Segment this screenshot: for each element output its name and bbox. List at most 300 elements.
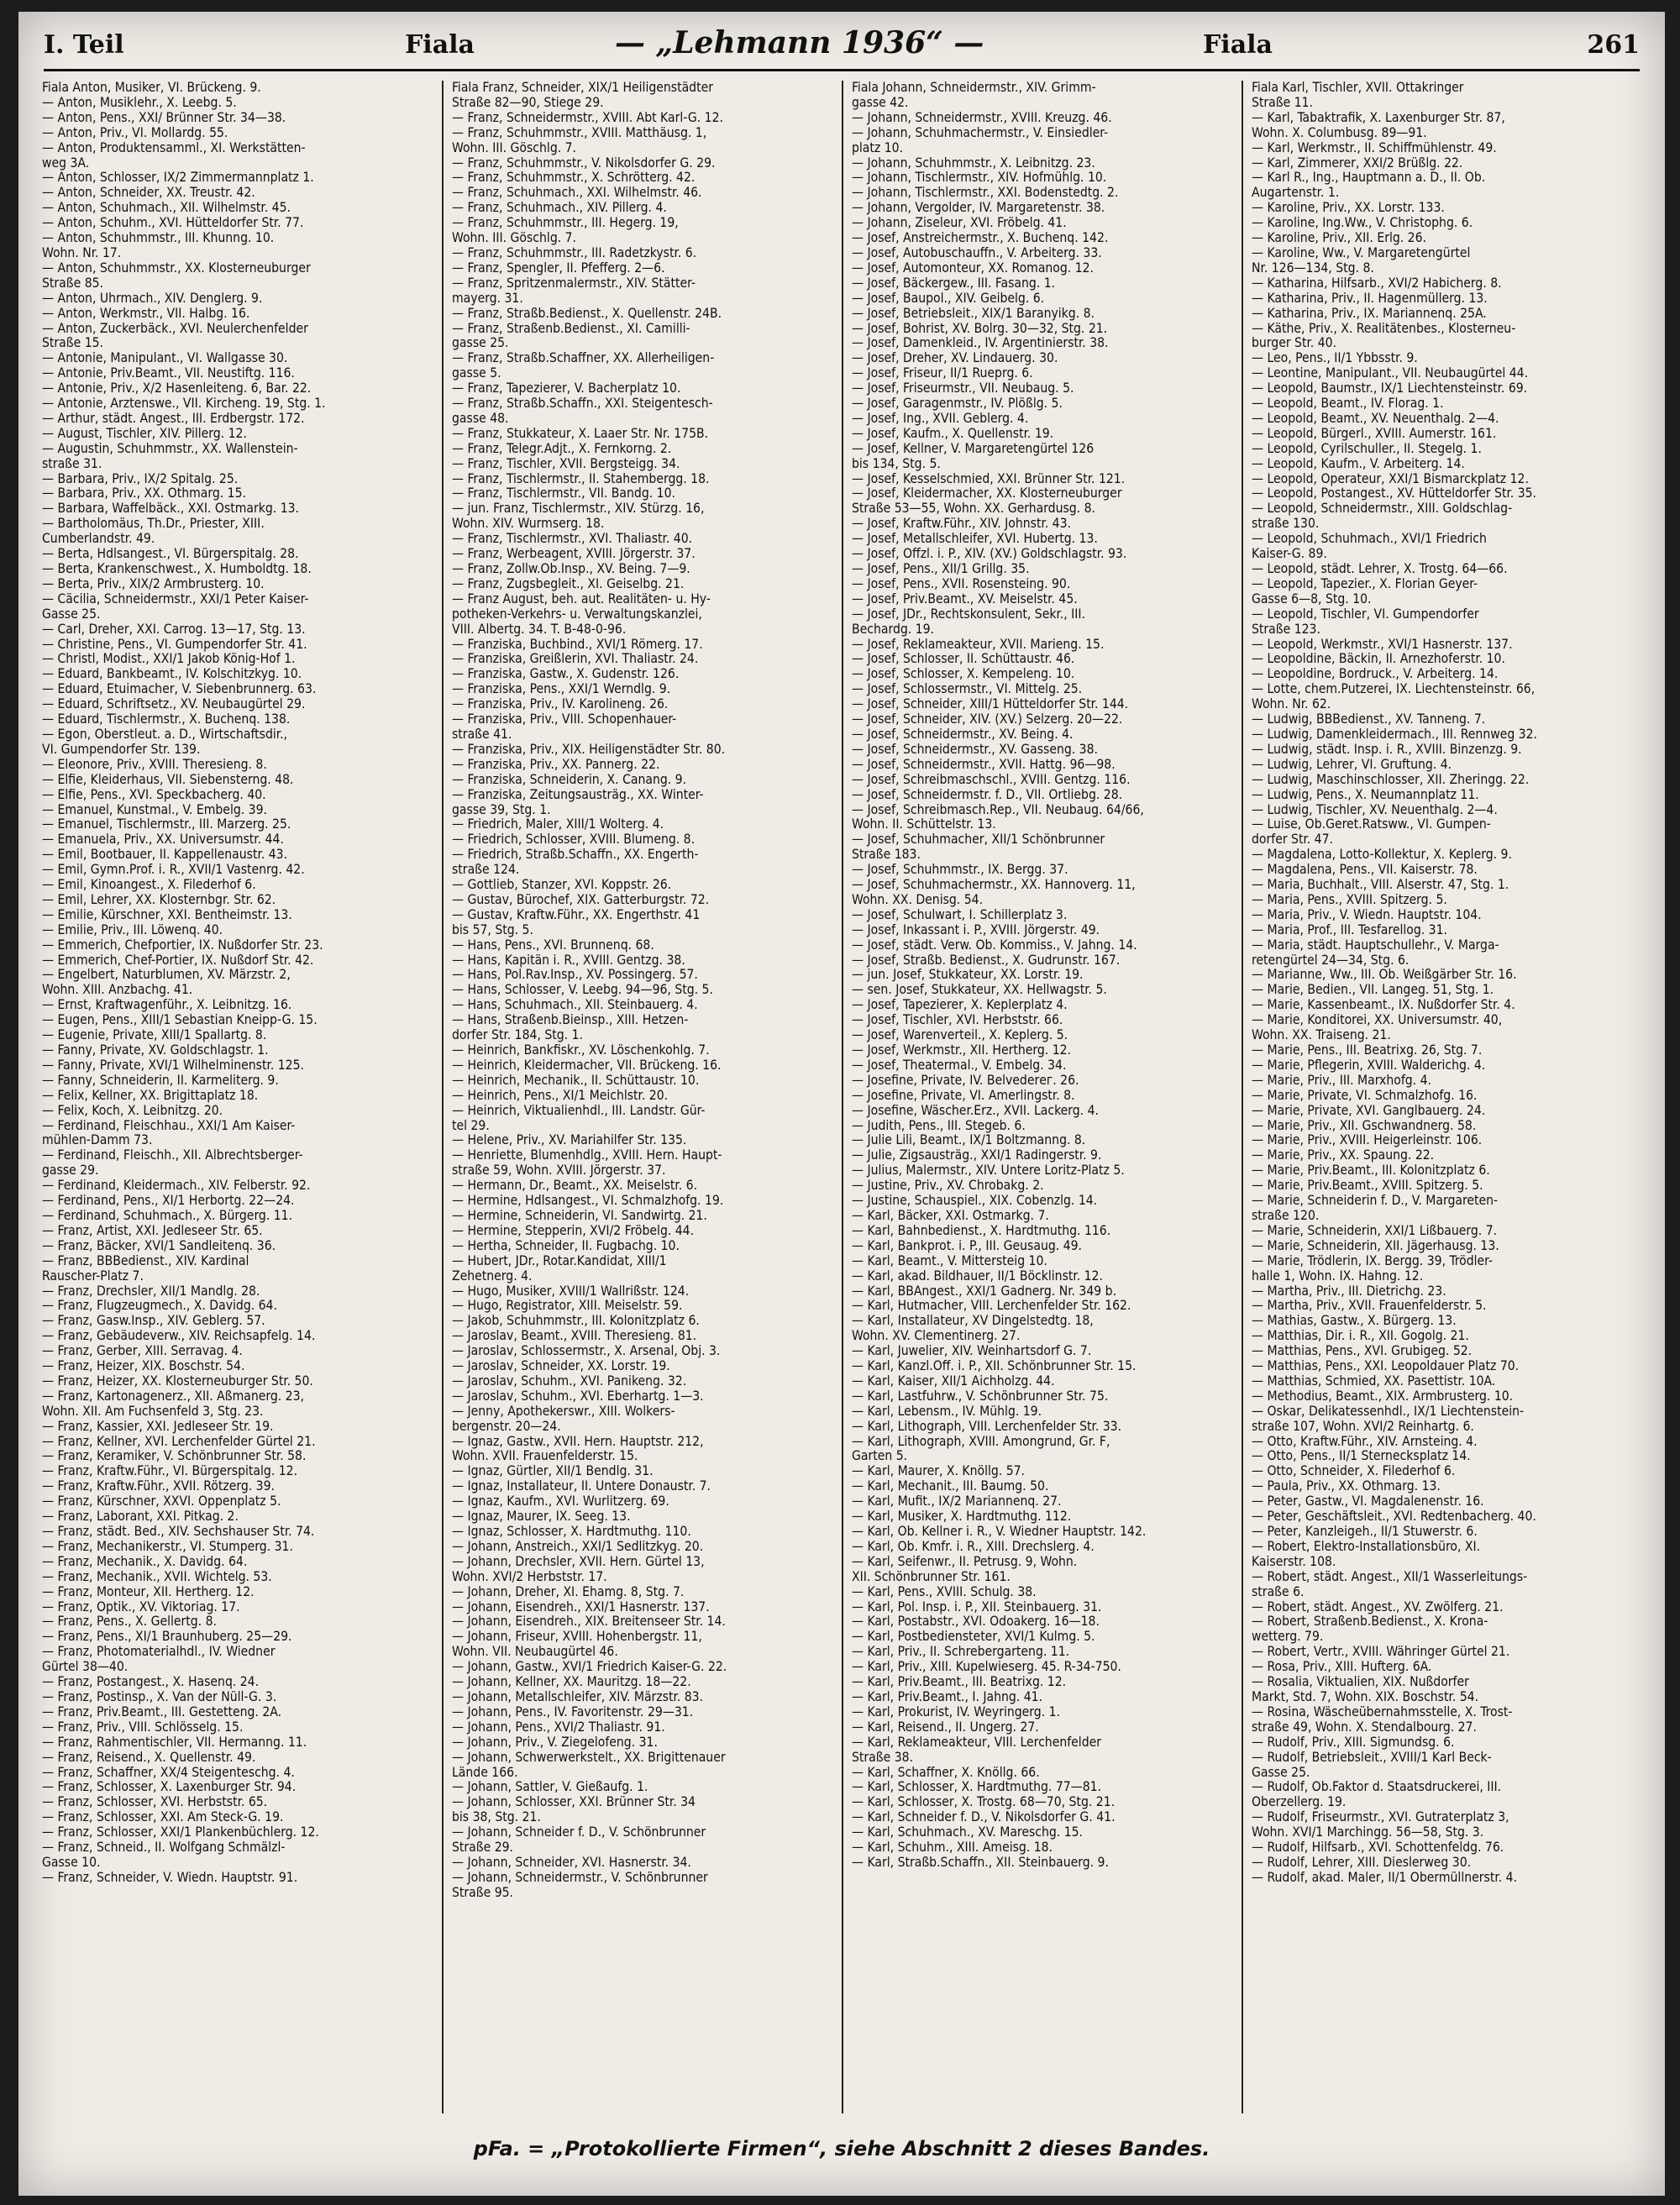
directory-entry-line: — Karl, BBAngest., XXI/1 Gadnerg. Nr. 349 b. bbox=[852, 1284, 1117, 1299]
directory-entry-line: — Rudolf, Ob.Faktor d. Staatsdruckerei, III. bbox=[1252, 1780, 1502, 1795]
directory-entry-line: — Josef, Schulwart, I. Schillerplatz 3. bbox=[852, 907, 1068, 922]
directory-entry-line: bergenstr. 20—24. bbox=[452, 1419, 561, 1434]
directory-entry-line: Kaiser-G. 89. bbox=[1252, 547, 1327, 562]
directory-entry-line: — Johann, Tischlermstr., XXI. Bodenstedtg. 2. bbox=[852, 186, 1119, 201]
directory-entry-line: — Berta, Priv., XIX/2 Armbrusterg. 10. bbox=[42, 576, 265, 591]
directory-entry-line: — Franz, Schuhmmstr., XVIII. Matthäusg. 1, bbox=[452, 125, 707, 140]
directory-entry-line: — Franz, Schuhmmstr., X. Schrötterg. 42. bbox=[452, 171, 696, 186]
directory-entry-line: — Josef, Schlosser, II. Schüttaustr. 46. bbox=[852, 652, 1075, 667]
directory-entry-line: — Franz, Spengler, II. Pfefferg. 2—6. bbox=[452, 260, 665, 276]
directory-entry-line: — Marie, Schneiderin, XXI/1 Lißbauerg. 7. bbox=[1252, 1223, 1498, 1238]
directory-entry-line: — Heinrich, Kleidermacher, VII. Brückeng. 16. bbox=[452, 1058, 722, 1073]
directory-entry-line: — Rudolf, Hilfsarb., XVI. Schottenfeldg. 76. bbox=[1252, 1840, 1504, 1856]
directory-entry-line: — Fanny, Private, XVI/1 Wilhelminenstr. 125. bbox=[42, 1058, 304, 1073]
directory-entry-line: — Franz, Schaffner, XX/4 Steigenteschg. 4. bbox=[42, 1765, 295, 1780]
directory-entry-line: — Rudolf, akad. Maler, II/1 Obermüllnerstr. 4. bbox=[1252, 1870, 1517, 1885]
directory-entry-line: — Marie, Priv.Beamt., XVIII. Spitzerg. 5. bbox=[1252, 1179, 1483, 1194]
entry-columns bbox=[42, 81, 1641, 2113]
directory-entry-line: — Franz, Zugsbegleit., XI. Geiselbg. 21. bbox=[452, 576, 685, 591]
directory-entry-line: Gasse 25. bbox=[1252, 1765, 1310, 1780]
directory-entry-line: — Franz, Telegr.Adjt., X. Fernkorng. 2. bbox=[452, 441, 672, 456]
directory-entry-line: — Otto, Schneider, X. Filederhof 6. bbox=[1252, 1464, 1456, 1479]
directory-entry-line: — Emanuel, Kunstmal., V. Embelg. 39. bbox=[42, 802, 267, 817]
directory-entry-line: — Karl, Bahnbedienst., X. Hardtmuthg. 116. bbox=[852, 1223, 1111, 1238]
directory-entry-line: — Robert, städt. Angest., XV. Zwölferg. 21. bbox=[1252, 1599, 1504, 1614]
directory-entry-line: — Karl, Schneider f. D., V. Nikolsdorfer G. 41. bbox=[852, 1810, 1116, 1825]
directory-entry-line: Wohn. XVI/2 Herbststr. 17. bbox=[452, 1569, 607, 1584]
directory-entry-line: — Franziska, Pens., XXI/1 Werndlg. 9. bbox=[452, 682, 671, 697]
directory-entry-line: — Heinrich, Bankfiskr., XV. Löschenkohlg. 7. bbox=[452, 1043, 710, 1058]
directory-entry-line: — Franz, Mechanik., XVII. Wichtelg. 53. bbox=[42, 1569, 272, 1584]
directory-entry-line: — Karl, Mufit., IX/2 Mariannenq. 27. bbox=[852, 1494, 1062, 1509]
directory-entry-line: — Franz, Optik., XV. Viktoriag. 17. bbox=[42, 1599, 240, 1614]
directory-entry-line: — Jaroslav, Schuhm., XVI. Panikeng. 32. bbox=[452, 1373, 687, 1389]
directory-entry-line: — Marie, Priv., XX. Spaung. 22. bbox=[1252, 1148, 1435, 1163]
directory-entry-line: — Hermann, Dr., Beamt., XX. Meiselstr. 6. bbox=[452, 1179, 698, 1194]
directory-entry-line: — Hans, Straßenb.Bieinsp., XIII. Hetzen- bbox=[452, 1013, 689, 1028]
directory-entry-line: — Jakob, Schuhmmstr., III. Kolonitzplatz 6. bbox=[452, 1314, 700, 1329]
directory-entry-line: — Karl, Lebensm., IV. Mühlg. 19. bbox=[852, 1404, 1042, 1419]
directory-entry-line: straße 130. bbox=[1252, 517, 1320, 532]
column-2 bbox=[442, 81, 842, 2113]
directory-entry-line: — Eduard, Tischlermstr., X. Buchenq. 138. bbox=[42, 712, 291, 727]
directory-entry-line: — Franz, Schuhmach., XIV. Pillerg. 4. bbox=[452, 201, 667, 216]
directory-entry-line: — Matthias, Pens., XVI. Grubigeg. 52. bbox=[1252, 1344, 1473, 1359]
directory-entry-line: — Franz, Schlosser, XXI/1 Plankenbüchlerg. 12. bbox=[42, 1825, 319, 1840]
directory-entry-line: — Justine, Schauspiel., XIX. Cobenzlg. 14. bbox=[852, 1194, 1098, 1209]
directory-entry-line: wetterg. 79. bbox=[1252, 1630, 1324, 1645]
directory-entry-line: — Heinrich, Pens., XI/1 Meichlstr. 20. bbox=[452, 1088, 669, 1103]
directory-entry-line: gasse 39, Stg. 1. bbox=[452, 802, 551, 817]
directory-entry-line: — Ludwig, Pens., X. Neumannplatz 11. bbox=[1252, 787, 1479, 802]
directory-entry-line: — Christine, Pens., VI. Gumpendorfer Str. 41. bbox=[42, 637, 307, 652]
directory-entry-line: mühlen-Damm 73. bbox=[42, 1133, 153, 1148]
directory-entry-line: — Ignaz, Schlosser, X. Hardtmuthg. 110. bbox=[452, 1525, 691, 1539]
directory-entry-line: — Emilie, Kürschner, XXI. Bentheimstr. 13. bbox=[42, 907, 292, 922]
page-number: 261 bbox=[1587, 30, 1640, 60]
directory-entry-line: — Katharina, Priv., II. Hagenmüllerg. 13. bbox=[1252, 291, 1488, 306]
directory-entry-line: — Rudolf, Betriebsleit., XVIII/1 Karl Beck- bbox=[1252, 1750, 1492, 1765]
directory-entry-line: retengürtel 24—34, Stg. 6. bbox=[1252, 953, 1410, 968]
directory-entry-line: — Josef, Schneidermstr., XV. Gasseng. 38. bbox=[852, 742, 1098, 757]
directory-entry-line: — Emilie, Priv., III. Löwenq. 40. bbox=[42, 922, 223, 937]
directory-entry-line: — Franz, Laborant, XXI. Pitkag. 2. bbox=[42, 1509, 239, 1525]
directory-entry-line: — Matthias, Schmied, XX. Pasettistr. 10A. bbox=[1252, 1373, 1496, 1389]
directory-entry-line: — Franz, Kraftw.Führ., XVII. Rötzerg. 39. bbox=[42, 1479, 275, 1494]
directory-entry-line: — Leopold, Bürgerl., XVIII. Aumerstr. 161. bbox=[1252, 426, 1497, 441]
directory-entry-line: Straße 53—55, Wohn. XX. Gerhardusg. 8. bbox=[852, 501, 1095, 517]
directory-entry-line: — Franz, Tapezierer, V. Bacherplatz 10. bbox=[452, 381, 681, 396]
directory-entry-line: — Franz, Postangest., X. Hasenq. 24. bbox=[42, 1675, 260, 1690]
directory-entry-line: — Heinrich, Viktualienhdl., III. Landstr. Gür- bbox=[452, 1103, 706, 1118]
directory-entry-line: — Karl, Musiker, X. Hardtmuthg. 112. bbox=[852, 1509, 1072, 1525]
directory-entry-line: — Hermine, Hdlsangest., VI. Schmalzhofg. 19. bbox=[452, 1194, 724, 1209]
directory-entry-line: — Karl R., Ing., Hauptmann a. D., II. Ob. bbox=[1252, 171, 1486, 186]
directory-entry-line: — Karl, Priv., XIII. Kupelwieserg. 45. R-34-750. bbox=[852, 1660, 1121, 1675]
directory-entry-line: — Anton, Musiklehr., X. Leebg. 5. bbox=[42, 95, 237, 110]
directory-entry-line: — Johann, Schneider, XVI. Hasnerstr. 34. bbox=[452, 1855, 691, 1870]
directory-entry-line: — Karl, Maurer, X. Knöllg. 57. bbox=[852, 1464, 1026, 1479]
directory-entry-line: gasse 5. bbox=[452, 366, 501, 381]
directory-entry-line: — Josef, Metallschleifer, XVI. Hubertg. 13. bbox=[852, 532, 1098, 547]
column-1 bbox=[42, 81, 442, 2113]
directory-entry-line: — Peter, Kanzleigeh., II/1 Stuwerstr. 6. bbox=[1252, 1525, 1478, 1539]
directory-entry-line: VIII. Albertg. 34. T. B-48-0-96. bbox=[452, 622, 627, 637]
directory-entry-line: — Josef, Ing., XVII. Geblerg. 4. bbox=[852, 411, 1029, 426]
directory-entry-line: burger Str. 40. bbox=[1252, 336, 1337, 351]
directory-entry-line: — Karl, Reklameakteur, VIII. Lerchenfelder bbox=[852, 1735, 1102, 1750]
directory-entry-line: — Franz, Zollw.Ob.Insp., XV. Being. 7—9. bbox=[452, 562, 690, 576]
directory-entry-line: gasse 48. bbox=[452, 411, 509, 426]
directory-entry-line: — Franz, Straßenb.Bedienst., XI. Camilli- bbox=[452, 321, 690, 336]
directory-entry-line: — Eduard, Etuimacher, V. Siebenbrunnerg. 63. bbox=[42, 682, 317, 697]
directory-entry-line: tel 29. bbox=[452, 1118, 490, 1133]
directory-entry-line: — Franziska, Priv., XX. Pannerg. 22. bbox=[452, 757, 660, 772]
directory-entry-line: bis 134, Stg. 5. bbox=[852, 456, 941, 471]
directory-entry-line: — Anton, Schuhmach., XII. Wilhelmstr. 45. bbox=[42, 201, 291, 216]
directory-entry-line: Wohn. XX. Traiseng. 21. bbox=[1252, 1028, 1391, 1043]
directory-entry-line: — Magdalena, Lotto-Kollektur, X. Keplerg. 9. bbox=[1252, 848, 1512, 863]
directory-entry-line: — Karl, Pens., XVIII. Schulg. 38. bbox=[852, 1584, 1037, 1599]
directory-entry-line: — Anton, Schuhmmstr., III. Khunng. 10. bbox=[42, 231, 275, 246]
directory-entry-line: — Karl, Lastfuhrw., V. Schönbrunner Str. 75. bbox=[852, 1389, 1109, 1404]
directory-entry-line: — Eugen, Pens., XIII/1 Sebastian Kneipp-G. 15. bbox=[42, 1013, 318, 1028]
directory-entry-line: — Josef, Kesselschmied, XXI. Brünner Str. 121. bbox=[852, 471, 1126, 486]
directory-entry-line: Garten 5. bbox=[852, 1449, 908, 1464]
directory-entry-line: bis 57, Stg. 5. bbox=[452, 922, 533, 937]
directory-entry-line: — Ludwig, Damenkleidermach., III. Rennweg 32. bbox=[1252, 727, 1537, 742]
keyword-right: Fiala bbox=[1203, 30, 1273, 60]
directory-entry-line: — Robert, städt. Angest., XII/1 Wasserleitungs- bbox=[1252, 1569, 1528, 1584]
directory-entry-line: — Hubert, JDr., Rotar.Kandidat, XIII/1 bbox=[452, 1253, 667, 1268]
directory-entry-line: — Franz, Gasw.Insp., XIV. Geblerg. 57. bbox=[42, 1314, 265, 1329]
directory-entry-line: — Josef, Schuhmacher, XII/1 Schönbrunner bbox=[852, 832, 1105, 848]
directory-entry-line: — Karoline, Priv., XII. Erlg. 26. bbox=[1252, 231, 1426, 246]
directory-entry-line: — Franz, Schuhmach., XXI. Wilhelmstr. 46. bbox=[452, 186, 702, 201]
directory-entry-line: — Franz, Gerber, XIII. Serravag. 4. bbox=[42, 1344, 243, 1359]
page-title: — „Lehmann 1936“ — bbox=[615, 25, 984, 60]
directory-entry-line: — Anton, Uhrmach., XIV. Denglerg. 9. bbox=[42, 291, 263, 306]
directory-entry-line: — Josef, Werkmstr., XII. Hertherg. 12. bbox=[852, 1043, 1072, 1058]
directory-entry-line: — Emil, Kinoangest., X. Filederhof 6. bbox=[42, 878, 256, 893]
directory-entry-line: — Johann, Anstreich., XXI/1 Sedlitzkyg. 20. bbox=[452, 1539, 704, 1554]
directory-entry-line: — Antonie, Arztenswe., VII. Kircheng. 19, Stg. 1. bbox=[42, 396, 326, 412]
directory-entry-line: — jun. Franz, Tischlermstr., XIV. Stürzg. 16, bbox=[452, 501, 705, 517]
directory-entry-line: — Leopold, Beamt., XV. Neuenthalg. 2—4. bbox=[1252, 411, 1499, 426]
directory-entry-line: — Emil, Bootbauer, II. Kappellenaustr. 43. bbox=[42, 848, 288, 863]
directory-entry-line: — Johann, Schwerwerkstelt., XX. Brigittenauer bbox=[452, 1750, 726, 1765]
directory-entry-line: — Josef, Schlossermstr., VI. Mittelg. 25. bbox=[852, 682, 1083, 697]
directory-entry-line: — Anton, Zuckerbäck., XVI. Neulerchenfelder bbox=[42, 321, 308, 336]
directory-entry-line: — Josef, Kraftw.Führ., XIV. Johnstr. 43. bbox=[852, 517, 1071, 532]
directory-entry-line: straße 124. bbox=[452, 863, 520, 878]
directory-entry-line: — Franz, Kraftw.Führ., VI. Bürgerspitalg. 12. bbox=[42, 1464, 298, 1479]
directory-entry-line: — Franz, Gebäudeverw., XIV. Reichsapfelg. 14. bbox=[42, 1329, 316, 1344]
directory-entry-line: — Karl, Priv.Beamt., I. Jahng. 41. bbox=[852, 1689, 1043, 1704]
directory-entry-line: — Maria, städt. Hauptschullehr., V. Marga- bbox=[1252, 937, 1499, 953]
directory-entry-line: — Franz, Drechsler, XII/1 Mandlg. 28. bbox=[42, 1284, 260, 1299]
directory-entry-line: — Karl, Straßb.Schaffn., XII. Steinbauerg. 9. bbox=[852, 1855, 1109, 1870]
directory-entry-line: — Julie Lili, Beamt., IX/1 Boltzmanng. 8. bbox=[852, 1133, 1086, 1148]
directory-entry-line: — Franz, Schuhmmstr., III. Radetzkystr. 6. bbox=[452, 245, 697, 260]
directory-entry-line: — Johann, Ziseleur, XVI. Fröbelg. 41. bbox=[852, 216, 1067, 231]
directory-entry-line: — Josef, Schuhmachermstr., XX. Hannoverg. 11, bbox=[852, 878, 1136, 893]
directory-entry-line: — Methodius, Beamt., XIX. Armbrusterg. 10. bbox=[1252, 1389, 1514, 1404]
directory-entry-line: — Oskar, Delikatessenhdl., IX/1 Liechtenstein- bbox=[1252, 1404, 1525, 1419]
directory-entry-line: Cumberlandstr. 49. bbox=[42, 532, 155, 547]
directory-entry-line: — Robert, Vertr., XVIII. Währinger Gürtel 21. bbox=[1252, 1645, 1510, 1660]
directory-entry-line: — Franz, Bäcker, XVI/1 Sandleitenq. 36. bbox=[42, 1238, 276, 1253]
directory-entry-line: — Emanuela, Priv., XX. Universumstr. 44. bbox=[42, 832, 284, 848]
directory-entry-line: — Josef, Schneider, XIV. (XV.) Selzerg. 20—22. bbox=[852, 712, 1123, 727]
directory-entry-line: — Johann, Schlosser, XXI. Brünner Str. 34 bbox=[452, 1795, 696, 1810]
directory-entry-line: — Augustin, Schuhmmstr., XX. Wallenstein- bbox=[42, 441, 298, 456]
directory-entry-line: — Franz August, beh. aut. Realitäten- u. Hy- bbox=[452, 591, 711, 606]
directory-entry-line: — Franz, Artist, XXI. Jedleseer Str. 65. bbox=[42, 1223, 263, 1238]
directory-entry-line: — Franz, Rahmentischler, VII. Hermanng. 11. bbox=[42, 1735, 307, 1750]
directory-entry-line: — sen. Josef, Stukkateur, XX. Hellwagstr. 5. bbox=[852, 983, 1107, 998]
directory-entry-line: Straße 38. bbox=[852, 1750, 913, 1765]
directory-entry-line: — Leopold, Tapezier., X. Florian Geyer- bbox=[1252, 576, 1478, 591]
directory-entry-line: — Marie, Priv., XII. Gschwandnerg. 58. bbox=[1252, 1118, 1477, 1133]
directory-entry-line: — Franz, Priv.Beamt., III. Gestetteng. 2A. bbox=[42, 1704, 282, 1719]
section-label: I. Teil bbox=[44, 30, 124, 60]
directory-entry-line: — Elfie, Pens., XVI. Speckbacherg. 40. bbox=[42, 787, 266, 802]
directory-entry-line: — Johann, Gastw., XVI/1 Friedrich Kaiser-G. 22. bbox=[452, 1660, 727, 1675]
directory-entry-line: — Marianne, Ww., III. Ob. Weißgärber Str. 16. bbox=[1252, 968, 1517, 983]
directory-entry-line: — Josef, Priv.Beamt., XV. Meiselstr. 45. bbox=[852, 591, 1078, 606]
directory-entry-line: — Johann, Schneidermstr., XVIII. Kreuzg. 46. bbox=[852, 110, 1112, 125]
directory-entry-line: — Engelbert, Naturblumen, XV. Märzstr. 2, bbox=[42, 968, 291, 983]
directory-entry-line: Gürtel 38—40. bbox=[42, 1660, 129, 1675]
directory-entry-line: — Franziska, Buchbind., XVI/1 Römerg. 17. bbox=[452, 637, 703, 652]
directory-entry-line: — Franziska, Zeitungsausträg., XX. Winter- bbox=[452, 787, 704, 802]
directory-entry-line: — Jaroslav, Schuhm., XVI. Eberhartg. 1—3. bbox=[452, 1389, 704, 1404]
directory-entry-line: — Martha, Priv., XVII. Frauenfelderstr. 5. bbox=[1252, 1299, 1487, 1314]
directory-entry-line: — Franz, Schuhmmstr., III. Hegerg. 19, bbox=[452, 216, 679, 231]
directory-entry-line: — Arthur, städt. Angest., III. Erdbergstr. 172. bbox=[42, 411, 305, 426]
directory-entry-line: — Karl, Schlosser, X. Hardtmuthg. 77—81. bbox=[852, 1780, 1102, 1795]
directory-entry-line: — Karl, Bäcker, XXI. Ostmarkg. 7. bbox=[852, 1208, 1049, 1223]
directory-entry-line: — Josef, Dreher, XV. Lindauerg. 30. bbox=[852, 351, 1058, 366]
directory-entry-line: — Franz, Spritzenmalermstr., XIV. Stätter- bbox=[452, 276, 696, 291]
directory-entry-line: — Ignaz, Gürtler, XII/1 Bendlg. 31. bbox=[452, 1464, 654, 1479]
directory-entry-line: — Bartholomäus, Th.Dr., Priester, XIII. bbox=[42, 517, 265, 532]
directory-entry-line: — Mathias, Gastw., X. Bürgerg. 13. bbox=[1252, 1314, 1457, 1329]
directory-entry-line: — Maria, Pens., XVIII. Spitzerg. 5. bbox=[1252, 892, 1447, 907]
directory-entry-line: — Leopold, Kaufm., V. Arbeiterg. 14. bbox=[1252, 456, 1465, 471]
directory-entry-line: Wohn. X. Columbusg. 89—91. bbox=[1252, 125, 1427, 140]
directory-entry-line: — Josef, Damenkleid., IV. Argentinierstr. 38. bbox=[852, 336, 1109, 351]
directory-entry-line: — Antonie, Priv., X/2 Hasenleiteng. 6, Bar. 22. bbox=[42, 381, 312, 396]
directory-entry-line: — Rosina, Wäscheübernahmsstelle, X. Trost- bbox=[1252, 1704, 1513, 1719]
directory-entry-line: — Antonie, Manipulant., VI. Wallgasse 30. bbox=[42, 351, 288, 366]
directory-entry-line: — Otto, Kraftw.Führ., XIV. Arnsteing. 4. bbox=[1252, 1434, 1478, 1449]
directory-entry-line: — Leopold, Schuhmach., XVI/1 Friedrich bbox=[1252, 532, 1487, 547]
directory-entry-line: — Maria, Prof., III. Tesfarellog. 31. bbox=[1252, 922, 1447, 937]
directory-entry-line: — Josef, Friseurmstr., VII. Neubaug. 5. bbox=[852, 381, 1074, 396]
directory-entry-line: straße 31. bbox=[42, 456, 102, 471]
directory-entry-line: — Karl, Postbediensteter, XVI/1 Kulmg. 5. bbox=[852, 1630, 1095, 1645]
directory-entry-line: — Marie, Private, VI. Schmalzhofg. 16. bbox=[1252, 1088, 1478, 1103]
directory-entry-line: — Marie, Bedien., VII. Langeg. 51, Stg. 1. bbox=[1252, 983, 1494, 998]
directory-entry-line: — Ernst, Kraftwagenführ., X. Leibnitzg. 16. bbox=[42, 998, 292, 1013]
directory-entry-line: — jun. Josef, Stukkateur, XX. Lorstr. 19. bbox=[852, 968, 1084, 983]
directory-entry-line: gasse 29. bbox=[42, 1163, 99, 1179]
directory-entry-line: — Gustav, Kraftw.Führ., XX. Engerthstr. 41 bbox=[452, 907, 701, 922]
directory-entry-line: — Rudolf, Lehrer, XIII. Dieslerweg 30. bbox=[1252, 1855, 1472, 1870]
directory-entry-line: — Karl, Kanzl.Off. i. P., XII. Schönbrunner Str. 15. bbox=[852, 1359, 1137, 1374]
directory-entry-line: — Friedrich, Straßb.Schaffn., XX. Engerth- bbox=[452, 848, 699, 863]
directory-entry-line: — Josef, Offzl. i. P., XIV. (XV.) Goldschlagstr. 93. bbox=[852, 547, 1127, 562]
directory-entry-line: — Magdalena, Pens., VII. Kaiserstr. 78. bbox=[1252, 863, 1478, 878]
directory-entry-line: — Johann, Vergolder, IV. Margaretenstr. 38. bbox=[852, 201, 1105, 216]
directory-entry-line: — Jaroslav, Schlossermstr., X. Arsenal, Obj. 3. bbox=[452, 1344, 721, 1359]
directory-entry-line: — Johann, Schuhmmstr., X. Leibnitzg. 23. bbox=[852, 155, 1095, 171]
directory-entry-line: — Leopold, Baumstr., IX/1 Liechtensteinstr. 69. bbox=[1252, 381, 1528, 396]
directory-entry-line: — Henriette, Blumenhdlg., XVIII. Hern. Haupt- bbox=[452, 1148, 722, 1163]
directory-entry-line: — Franziska, Priv., XIX. Heiligenstädter Str. 80. bbox=[452, 742, 726, 757]
directory-entry-line: — Katharina, Priv., IX. Mariannenq. 25A. bbox=[1252, 306, 1487, 321]
directory-entry-line: — August, Tischler, XIV. Pillerg. 12. bbox=[42, 426, 247, 441]
directory-entry-line: — Josef, Inkassant i. P., XVIII. Jörgerstr. 49. bbox=[852, 922, 1100, 937]
directory-entry-line: — Karl, Prokurist, IV. Weyringerg. 1. bbox=[852, 1704, 1060, 1719]
directory-entry-line: Nr. 126—134, Stg. 8. bbox=[1252, 260, 1374, 276]
directory-entry-line: — Franz, Heizer, XX. Klosterneuburger Str. 50. bbox=[42, 1373, 313, 1389]
directory-entry-line: — Johann, Pens., XVI/2 Thaliastr. 91. bbox=[452, 1719, 665, 1735]
directory-entry-line: — Johann, Drechsler, XVII. Hern. Gürtel 13, bbox=[452, 1554, 705, 1569]
directory-entry-line: — Leopold, Cyrilschuller., II. Stegelg. 1. bbox=[1252, 441, 1482, 456]
directory-entry-line: — Marie, Priv., XVIII. Heigerleinstr. 106. bbox=[1252, 1133, 1483, 1148]
directory-entry-line: — Elfie, Kleiderhaus, VII. Siebensterng. 48. bbox=[42, 772, 294, 787]
directory-entry-line: — Eleonore, Priv., XVIII. Theresieng. 8. bbox=[42, 757, 267, 772]
directory-entry-line: — Rosa, Priv., XIII. Hufterg. 6A. bbox=[1252, 1660, 1432, 1675]
directory-entry-line: — Josef, Schneidermstr., XVII. Hattg. 96—98. bbox=[852, 757, 1116, 772]
directory-entry-line: Wohn. XVII. Frauenfelderstr. 15. bbox=[452, 1449, 638, 1464]
directory-entry-line: — Cäcilia, Schneidermstr., XXI/1 Peter Kaiser- bbox=[42, 591, 309, 606]
directory-entry-line: — Friedrich, Schlosser, XVIII. Blumeng. 8. bbox=[452, 832, 696, 848]
directory-entry-line: — Hans, Pens., XVI. Brunnenq. 68. bbox=[452, 937, 654, 953]
directory-entry-line: — Ludwig, BBBedienst., XV. Tanneng. 7. bbox=[1252, 712, 1486, 727]
directory-entry-line: — Karl, Postabstr., XVI. Odoakerg. 16—18. bbox=[852, 1614, 1100, 1630]
directory-entry-line: — Robert, Straßenb.Bedienst., X. Krona- bbox=[1252, 1614, 1488, 1630]
directory-entry-line: — Franz, Schlosser, X. Laxenburger Str. 94. bbox=[42, 1780, 297, 1795]
directory-entry-line: — Hugo, Registrator, XIII. Meiselstr. 59. bbox=[452, 1299, 683, 1314]
directory-entry-line: — Johann, Schuhmachermstr., V. Einsiedler- bbox=[852, 125, 1109, 140]
directory-entry-line: — Karl, Werkmstr., II. Schiffmühlenstr. 49. bbox=[1252, 140, 1497, 155]
directory-entry-line: Straße 15. bbox=[42, 336, 103, 351]
directory-entry-line: — Karl, Schlosser, X. Trostg. 68—70, Stg. 21. bbox=[852, 1795, 1116, 1810]
directory-entry-line: — Johann, Dreher, XI. Ehamg. 8, Stg. 7. bbox=[452, 1584, 685, 1599]
directory-entry-line: — Marie, Pens., III. Beatrixg. 26, Stg. 7. bbox=[1252, 1043, 1483, 1058]
directory-entry-line: — Josef, Baupol., XIV. Geibelg. 6. bbox=[852, 291, 1045, 306]
directory-entry-line: Straße 85. bbox=[42, 276, 103, 291]
directory-entry-line: — Josef, Schreibmasch.Rep., VII. Neubaug. 64/66, bbox=[852, 802, 1144, 817]
directory-entry-line: — Karl, Mechanit., III. Baumg. 50. bbox=[852, 1479, 1049, 1494]
directory-entry-line: — Leopold, Werkmstr., XVI/1 Hasnerstr. 137. bbox=[1252, 637, 1513, 652]
directory-entry-line: — Johann, Eisendreh., XIX. Breitenseer Str. 14. bbox=[452, 1614, 726, 1630]
directory-entry-line: — Ignaz, Installateur, II. Untere Donaustr. 7. bbox=[452, 1479, 711, 1494]
directory-entry-line: — Franz, BBBedienst., XIV. Kardinal bbox=[42, 1253, 249, 1268]
directory-entry-line: Gasse 25. bbox=[42, 606, 101, 622]
directory-entry-line: mayerg. 31. bbox=[452, 291, 523, 306]
directory-entry-line: Fiala Franz, Schneider, XIX/1 Heiligenstädter bbox=[452, 81, 713, 95]
directory-entry-line: — Barbara, Priv., XX. Othmarg. 15. bbox=[42, 486, 246, 501]
directory-entry-line: — Franz, Stukkateur, X. Laaer Str. Nr. 175B. bbox=[452, 426, 709, 441]
directory-entry-line: — Franz, Priv., VIII. Schlösselg. 15. bbox=[42, 1719, 244, 1735]
directory-entry-line: — Franz, Tischlermstr., II. Stahembergg. 18. bbox=[452, 471, 710, 486]
directory-entry-line: — Karl, Seifenwr., II. Petrusg. 9, Wohn. bbox=[852, 1554, 1078, 1569]
directory-entry-line: — Leo, Pens., II/1 Ybbsstr. 9. bbox=[1252, 351, 1418, 366]
directory-entry-line: — Franz, Heizer, XIX. Boschstr. 54. bbox=[42, 1359, 245, 1374]
directory-entry-line: — Franz, Schuhmmstr., V. Nikolsdorfer G. 29. bbox=[452, 155, 716, 171]
directory-entry-line: Wohn. Nr. 62. bbox=[1252, 697, 1331, 712]
directory-entry-line: — Franz, Straßb.Schaffn., XXI. Steigentesch- bbox=[452, 396, 713, 412]
directory-entry-line: — Josefine, Private, VI. Amerlingstr. 8. bbox=[852, 1088, 1075, 1103]
directory-entry-line: — Helene, Priv., XV. Mariahilfer Str. 135. bbox=[452, 1133, 687, 1148]
directory-entry-line: — Josef, Automonteur, XX. Romanog. 12. bbox=[852, 260, 1095, 276]
directory-entry-line: — Hermine, Stepperin, XVI/2 Fröbelg. 44. bbox=[452, 1223, 695, 1238]
directory-entry-line: Markt, Std. 7, Wohn. XIX. Boschstr. 54. bbox=[1252, 1689, 1479, 1704]
directory-entry-line: — Marie, Kassenbeamt., IX. Nußdorfer Str. 4. bbox=[1252, 998, 1515, 1013]
directory-entry-line: Zehetnerg. 4. bbox=[452, 1268, 533, 1284]
directory-entry-line: — Christl, Modist., XXI/1 Jakob König-Hof 1. bbox=[42, 652, 296, 667]
directory-entry-line: — Josef, Garagenmstr., IV. Plößlg. 5. bbox=[852, 396, 1063, 412]
directory-entry-line: — Josef, Schneider, XIII/1 Hütteldorfer Str. 144. bbox=[852, 697, 1129, 712]
directory-entry-line: — Peter, Geschäftsleit., XVI. Redtenbacherg. 40. bbox=[1252, 1509, 1536, 1525]
directory-entry-line: — Marie, Schneiderin f. D., V. Margareten- bbox=[1252, 1194, 1499, 1209]
directory-entry-line: — Fanny, Private, XV. Goldschlagstr. 1. bbox=[42, 1043, 269, 1058]
directory-entry-line: — Franz, Werbeagent, XVIII. Jörgerstr. 37. bbox=[452, 547, 696, 562]
directory-entry-line: — Leontine, Manipulant., VII. Neubaugürtel 44. bbox=[1252, 366, 1529, 381]
directory-entry-line: — Julie, Zigsausträg., XXI/1 Radingerstr. 9. bbox=[852, 1148, 1102, 1163]
directory-entry-line: dorfer Str. 184, Stg. 1. bbox=[452, 1028, 583, 1043]
directory-entry-line: — Franz, Mechanik., X. Davidg. 64. bbox=[42, 1554, 248, 1569]
directory-entry-line: — Karl, Priv., II. Schrebergarteng. 11. bbox=[852, 1645, 1070, 1660]
directory-entry-line: — Franz, Schneidermstr., XVIII. Abt Karl-G. 12. bbox=[452, 110, 723, 125]
directory-entry-line: — Karl, Kaiser, XII/1 Aichholzg. 44. bbox=[852, 1373, 1055, 1389]
directory-entry-line: — Ferdinand, Fleischh., XII. Albrechtsberger- bbox=[42, 1148, 303, 1163]
directory-entry-line: — Karl, akad. Bildhauer, II/1 Böcklinstr. 12. bbox=[852, 1268, 1103, 1284]
keyword-left: Fiala bbox=[405, 30, 475, 60]
directory-entry-line: — Johann, Sattler, V. Gießaufg. 1. bbox=[452, 1780, 648, 1795]
directory-entry-line: Fiala Karl, Tischler, XVII. Ottakringer bbox=[1252, 81, 1464, 95]
directory-entry-line: — Leopold, Beamt., IV. Florag. 1. bbox=[1252, 396, 1444, 412]
directory-entry-line: — Eduard, Schriftsetz., XV. Neubaugürtel 29. bbox=[42, 697, 306, 712]
directory-entry-line: — Johann, Priv., V. Ziegelofeng. 31. bbox=[452, 1735, 658, 1750]
directory-entry-line: gasse 42. bbox=[852, 95, 909, 110]
directory-entry-line: straße 49, Wohn. X. Stendalbourg. 27. bbox=[1252, 1719, 1477, 1735]
directory-entry-line: gasse 25. bbox=[452, 336, 509, 351]
directory-entry-line: — Maria, Priv., V. Wiedn. Hauptstr. 104. bbox=[1252, 907, 1482, 922]
directory-entry-line: — Felix, Koch, X. Leibnitzg. 20. bbox=[42, 1103, 223, 1118]
directory-entry-line: — Franziska, Schneiderin, X. Canang. 9. bbox=[452, 772, 687, 787]
directory-entry-line: — Emmerich, Chef-Portier, IX. Nußdorf Str. 42. bbox=[42, 953, 314, 968]
directory-entry-line: — Eduard, Bankbeamt., IV. Kolschitzkyg. 10. bbox=[42, 667, 302, 682]
directory-entry-line: potheken-Verkehrs- u. Verwaltungskanzlei, bbox=[452, 606, 702, 622]
directory-entry-line: — Karl, Installateur, XV Dingelstedtg. 18, bbox=[852, 1314, 1094, 1329]
directory-entry-line: — Josef, Kaufm., X. Quellenstr. 19. bbox=[852, 426, 1054, 441]
directory-entry-line: — Josefine, Private, IV. Belvederег. 26. bbox=[852, 1073, 1079, 1088]
directory-entry-line: — Karl, Ob. Kellner i. R., V. Wiedner Hauptstr. 142. bbox=[852, 1525, 1147, 1539]
directory-entry-line: — Katharina, Hilfsarb., XVI/2 Habicherg. 8. bbox=[1252, 276, 1502, 291]
directory-entry-line: Wohn. XIV. Wurmserg. 18. bbox=[452, 517, 605, 532]
directory-page bbox=[18, 12, 1665, 2196]
directory-entry-line: — Otto, Pens., II/1 Sternecksplatz 14. bbox=[1252, 1449, 1471, 1464]
directory-entry-line: straße 6. bbox=[1252, 1584, 1305, 1599]
directory-entry-line: — Matthias, Dir. i. R., XII. Gogolg. 21. bbox=[1252, 1329, 1469, 1344]
directory-entry-line: — Josef, Friseur, II/1 Rueprg. 6. bbox=[852, 366, 1033, 381]
